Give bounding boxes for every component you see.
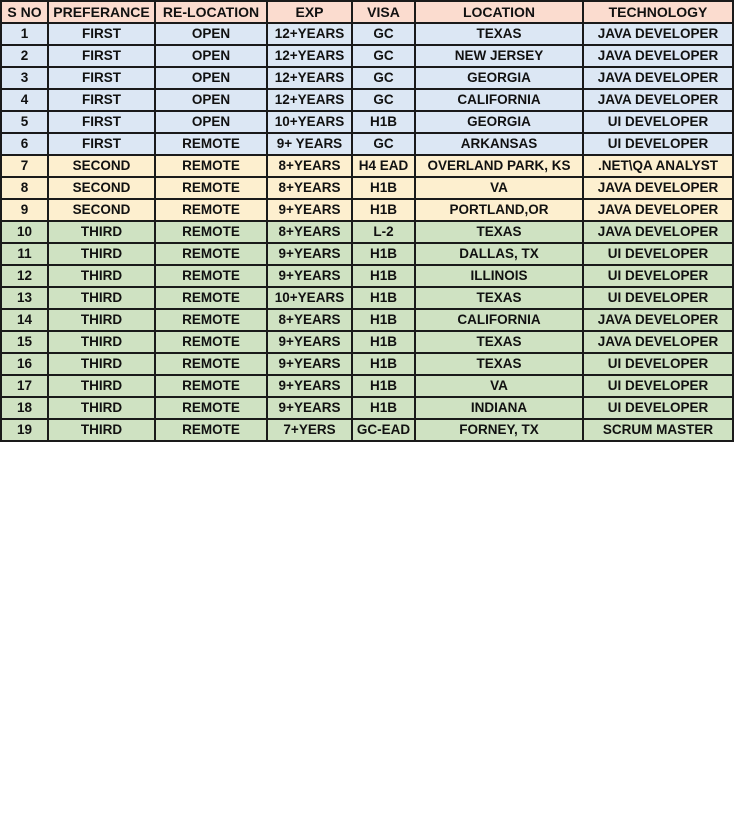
cell-visa: L-2 [352,221,415,243]
header-location: LOCATION [415,1,583,23]
header-relocation: RE-LOCATION [155,1,267,23]
cell-visa: GC [352,23,415,45]
cell-preference: THIRD [48,309,155,331]
cell-visa: H1B [352,309,415,331]
cell-technology: JAVA DEVELOPER [583,23,733,45]
cell-technology: UI DEVELOPER [583,397,733,419]
cell-sno: 1 [1,23,48,45]
cell-location: INDIANA [415,397,583,419]
cell-exp: 12+YEARS [267,67,352,89]
cell-relocation: OPEN [155,45,267,67]
table-body [1,23,733,441]
cell-exp: 8+YEARS [267,309,352,331]
header-technology: TECHNOLOGY [583,1,733,23]
cell-sno: 16 [1,353,48,375]
cell-location: TEXAS [415,221,583,243]
cell-exp: 9+YEARS [267,243,352,265]
table-row [1,67,733,89]
cell-location: PORTLAND,OR [415,199,583,221]
cell-visa: H1B [352,177,415,199]
cell-visa: H1B [352,397,415,419]
cell-technology: SCRUM MASTER [583,419,733,441]
cell-technology: UI DEVELOPER [583,243,733,265]
cell-relocation: OPEN [155,23,267,45]
table-row [1,133,733,155]
cell-technology: .NET\QA ANALYST [583,155,733,177]
cell-relocation: REMOTE [155,309,267,331]
cell-location: VA [415,375,583,397]
cell-preference: THIRD [48,221,155,243]
cell-location: CALIFORNIA [415,309,583,331]
cell-exp: 10+YEARS [267,111,352,133]
cell-sno: 6 [1,133,48,155]
cell-exp: 9+YEARS [267,331,352,353]
cell-sno: 13 [1,287,48,309]
cell-exp: 12+YEARS [267,89,352,111]
cell-visa: H1B [352,111,415,133]
cell-sno: 18 [1,397,48,419]
cell-relocation: REMOTE [155,265,267,287]
cell-sno: 2 [1,45,48,67]
cell-relocation: OPEN [155,111,267,133]
table-row [1,111,733,133]
cell-technology: JAVA DEVELOPER [583,89,733,111]
cell-technology: JAVA DEVELOPER [583,331,733,353]
cell-preference: FIRST [48,111,155,133]
cell-location: TEXAS [415,353,583,375]
cell-technology: JAVA DEVELOPER [583,67,733,89]
cell-visa: GC-EAD [352,419,415,441]
cell-technology: JAVA DEVELOPER [583,177,733,199]
cell-technology: UI DEVELOPER [583,265,733,287]
cell-relocation: REMOTE [155,199,267,221]
cell-preference: FIRST [48,67,155,89]
cell-preference: FIRST [48,45,155,67]
cell-technology: UI DEVELOPER [583,133,733,155]
cell-preference: THIRD [48,419,155,441]
cell-exp: 7+YERS [267,419,352,441]
cell-exp: 8+YEARS [267,221,352,243]
cell-technology: UI DEVELOPER [583,111,733,133]
cell-location: GEORGIA [415,111,583,133]
cell-preference: SECOND [48,155,155,177]
cell-preference: THIRD [48,331,155,353]
cell-exp: 9+YEARS [267,375,352,397]
cell-relocation: REMOTE [155,177,267,199]
cell-technology: JAVA DEVELOPER [583,221,733,243]
cell-sno: 14 [1,309,48,331]
table-row [1,199,733,221]
cell-exp: 12+YEARS [267,23,352,45]
cell-location: TEXAS [415,23,583,45]
cell-exp: 8+YEARS [267,155,352,177]
cell-sno: 12 [1,265,48,287]
cell-sno: 19 [1,419,48,441]
cell-location: VA [415,177,583,199]
table-row [1,287,733,309]
cell-exp: 12+YEARS [267,45,352,67]
cell-relocation: REMOTE [155,375,267,397]
cell-sno: 15 [1,331,48,353]
cell-visa: GC [352,45,415,67]
cell-location: GEORGIA [415,67,583,89]
header-preference: PREFERANCE [48,1,155,23]
cell-visa: GC [352,89,415,111]
cell-visa: H1B [352,331,415,353]
cell-technology: UI DEVELOPER [583,287,733,309]
cell-relocation: OPEN [155,89,267,111]
table-row [1,397,733,419]
cell-relocation: REMOTE [155,221,267,243]
cell-preference: THIRD [48,287,155,309]
cell-relocation: REMOTE [155,243,267,265]
cell-location: ILLINOIS [415,265,583,287]
cell-exp: 9+YEARS [267,397,352,419]
cell-visa: H1B [352,199,415,221]
table-row [1,221,733,243]
cell-location: TEXAS [415,287,583,309]
table-row [1,45,733,67]
cell-sno: 3 [1,67,48,89]
cell-location: ARKANSAS [415,133,583,155]
cell-sno: 9 [1,199,48,221]
table-row [1,309,733,331]
cell-visa: H1B [352,287,415,309]
cell-location: TEXAS [415,331,583,353]
cell-technology: JAVA DEVELOPER [583,199,733,221]
header-sno: S NO [1,1,48,23]
cell-exp: 9+YEARS [267,265,352,287]
cell-visa: H1B [352,243,415,265]
cell-relocation: REMOTE [155,331,267,353]
cell-visa: GC [352,67,415,89]
table-row [1,243,733,265]
cell-exp: 9+YEARS [267,353,352,375]
cell-preference: THIRD [48,397,155,419]
cell-technology: JAVA DEVELOPER [583,45,733,67]
cell-location: FORNEY, TX [415,419,583,441]
cell-preference: THIRD [48,243,155,265]
cell-exp: 9+YEARS [267,199,352,221]
cell-relocation: REMOTE [155,353,267,375]
cell-location: DALLAS, TX [415,243,583,265]
cell-exp: 8+YEARS [267,177,352,199]
cell-sno: 11 [1,243,48,265]
cell-visa: H4 EAD [352,155,415,177]
cell-preference: THIRD [48,375,155,397]
cell-relocation: REMOTE [155,133,267,155]
cell-relocation: REMOTE [155,287,267,309]
cell-technology: UI DEVELOPER [583,353,733,375]
cell-exp: 9+ YEARS [267,133,352,155]
cell-visa: H1B [352,375,415,397]
table-row [1,89,733,111]
cell-location: CALIFORNIA [415,89,583,111]
cell-relocation: REMOTE [155,155,267,177]
table-row [1,177,733,199]
cell-sno: 10 [1,221,48,243]
cell-relocation: OPEN [155,67,267,89]
table-row [1,375,733,397]
cell-visa: H1B [352,265,415,287]
cell-exp: 10+YEARS [267,287,352,309]
cell-technology: JAVA DEVELOPER [583,309,733,331]
cell-preference: THIRD [48,265,155,287]
cell-location: NEW JERSEY [415,45,583,67]
cell-preference: FIRST [48,89,155,111]
cell-relocation: REMOTE [155,397,267,419]
cell-sno: 5 [1,111,48,133]
header-row [1,1,733,23]
cell-sno: 4 [1,89,48,111]
table-row [1,23,733,45]
header-visa: VISA [352,1,415,23]
table-row [1,331,733,353]
cell-location: OVERLAND PARK, KS [415,155,583,177]
cell-visa: H1B [352,353,415,375]
header-exp: EXP [267,1,352,23]
cell-preference: SECOND [48,177,155,199]
cell-sno: 8 [1,177,48,199]
table-row [1,419,733,441]
cell-preference: FIRST [48,23,155,45]
cell-sno: 17 [1,375,48,397]
table-row [1,265,733,287]
table-row [1,155,733,177]
cell-preference: SECOND [48,199,155,221]
cell-preference: THIRD [48,353,155,375]
cell-relocation: REMOTE [155,419,267,441]
table-row [1,353,733,375]
cell-preference: FIRST [48,133,155,155]
cell-sno: 7 [1,155,48,177]
cell-visa: GC [352,133,415,155]
cell-technology: UI DEVELOPER [583,375,733,397]
